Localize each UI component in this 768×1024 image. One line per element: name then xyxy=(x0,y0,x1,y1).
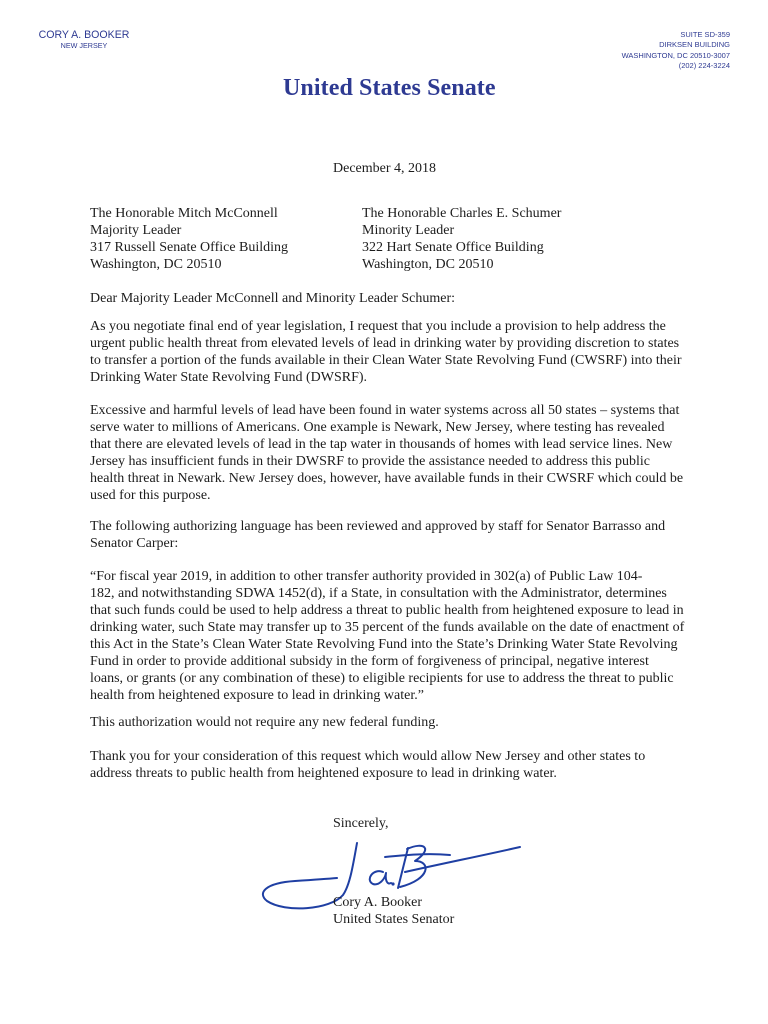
body-paragraph xyxy=(90,748,645,782)
paragraph-line: address threats to public health from heightened exposure to lead in drinking water. xyxy=(90,766,557,781)
signature-block xyxy=(333,894,454,928)
paragraph-line: used for this purpose. xyxy=(90,488,211,503)
paragraph-line: to transfer a portion of the funds available in their Clean Water State Revolving Fund (CWSRF) into their xyxy=(90,353,682,368)
paragraph-line: serve water to millions of Americans. One example is Newark, New Jersey, where testing has revealed xyxy=(90,420,665,435)
paragraph-line: that such funds could be used to help address a threat to public health from heightened exposure to lead in xyxy=(90,603,684,618)
paragraph-line: this Act in the State’s Clean Water State Revolving Fund into the State’s Drinking Water State Revolving xyxy=(90,637,678,652)
signature-stroke xyxy=(405,847,520,872)
recipient-line: Washington, DC 20510 xyxy=(362,257,494,272)
recipient-line: The Honorable Charles E. Schumer xyxy=(362,206,562,221)
recipient-line: 317 Russell Senate Office Building xyxy=(90,240,289,255)
paragraph-line: Fund in order to provide additional subsidy in the form of forgiveness of principal, negative interest xyxy=(90,654,649,669)
signature-stroke xyxy=(385,854,450,857)
paragraph-line: urgent public health threat from elevated levels of lead in drinking water by providing discretion to states xyxy=(90,336,680,351)
paragraph-line: The following authorizing language has been reviewed and approved by staff for Senator Barrasso and xyxy=(90,519,666,534)
paragraph-line: loans, or grants (or any combination of these) to eligible recipients for use to address the threat to public xyxy=(90,671,674,686)
paragraph-line: As you negotiate final end of year legislation, I request that you include a provision to help address the xyxy=(90,319,666,334)
letterhead-sender xyxy=(37,29,131,51)
senator-name: CORY A. BOOKER xyxy=(38,29,130,41)
institution-heading: United States Senate xyxy=(283,75,496,101)
address-line: DIRKSEN BUILDING xyxy=(659,40,730,50)
recipient-line: Washington, DC 20510 xyxy=(90,257,222,272)
paragraph-line: This authorization would not require any new federal funding. xyxy=(90,715,439,730)
paragraph-line: Drinking Water State Revolving Fund (DWSRF). xyxy=(90,370,368,385)
recipient-address-left xyxy=(90,205,288,273)
paragraph-line: 182, and notwithstanding SDWA 1452(d), if a State, in consultation with the Administrator, determines xyxy=(90,586,667,601)
paragraph-line: health threat in Newark. New Jersey does, however, have available funds in their CWSRF which could be xyxy=(90,471,684,486)
paragraph-line: Senator Carper: xyxy=(90,536,179,551)
quoted-legislative-language xyxy=(90,568,684,704)
paragraph-line: “For fiscal year 2019, in addition to other transfer authority provided in 302(a) of Public Law 104- xyxy=(90,569,643,584)
paragraph-line: that there are elevated levels of lead in the tap water in thousands of homes with lead service lines. New xyxy=(90,437,673,452)
signature-dot xyxy=(391,882,394,885)
address-line: (202) 224-3224 xyxy=(678,60,730,70)
recipient-line: The Honorable Mitch McConnell xyxy=(90,206,278,221)
body-paragraph xyxy=(90,518,665,552)
signature-stroke xyxy=(398,848,408,888)
paragraph-line: Jersey has insufficient funds in their DWSRF to provide the assistance needed to address this public xyxy=(90,454,651,469)
recipient-line: 322 Hart Senate Office Building xyxy=(362,240,544,255)
paragraph-line: drinking water, such State may transfer up to 35 percent of the funds available on the date of enactment of xyxy=(90,620,685,635)
address-line: SUITE SD-359 xyxy=(680,30,730,39)
recipient-line: Minority Leader xyxy=(362,223,455,238)
letterhead-office-address xyxy=(622,30,730,71)
letter-date: December 4, 2018 xyxy=(333,161,437,176)
closing: Sincerely, xyxy=(333,816,389,831)
signer-title: United States Senator xyxy=(333,912,455,927)
body-paragraph xyxy=(90,714,439,731)
address-line: WASHINGTON, DC 20510-3007 xyxy=(621,50,730,60)
paragraph-line: Excessive and harmful levels of lead have been found in water systems across all 50 states – systems that xyxy=(90,403,680,418)
recipient-address-right xyxy=(362,205,561,273)
paragraph-line: health from heightened exposure to lead in drinking water.” xyxy=(90,688,424,703)
signature-stroke xyxy=(370,871,391,884)
paragraph-line: Thank you for your consideration of this request which would allow New Jersey and other states to xyxy=(90,749,646,764)
salutation: Dear Majority Leader McConnell and Minority Leader Schumer: xyxy=(90,291,456,306)
signer-name: Cory A. Booker xyxy=(333,895,423,910)
senator-state: NEW JERSEY xyxy=(60,41,108,50)
recipient-line: Majority Leader xyxy=(90,223,182,238)
body-paragraph xyxy=(90,402,683,504)
body-paragraph xyxy=(90,318,682,386)
